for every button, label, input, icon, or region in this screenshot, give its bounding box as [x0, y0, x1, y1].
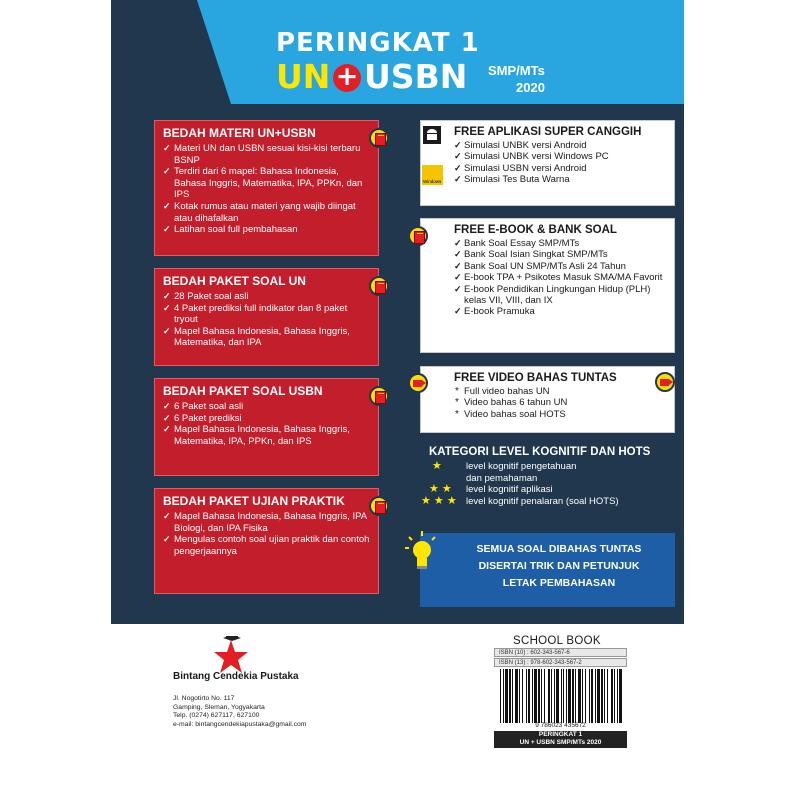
bonus-title: FREE VIDEO BAHAS TUNTAS: [454, 372, 617, 384]
feature-title: BEDAH MATERI UN+USBN: [163, 126, 316, 140]
bonus-item: ✓ Bank Soal Isian Singkat SMP/MTs: [454, 249, 666, 260]
kategori-row: [429, 484, 679, 496]
bonus-item: ✓ E-book Pendidikan Lingkungan Hidup (PLH) kelas VII, VIII, dan IX: [454, 284, 666, 307]
barcode: [494, 669, 627, 723]
feature-item: ✓ Mapel Bahasa Indonesia, Bahasa Inggris, IPA Biologi, dan IPA Fisika: [163, 511, 370, 534]
isbn-13: ISBN (13) : 978-602-343-567-2: [494, 658, 627, 667]
feature-title: BEDAH PAKET SOAL USBN: [163, 384, 323, 398]
book-back-cover: [111, 0, 684, 789]
lightbulb-icon: [405, 531, 439, 573]
promo-line: SEMUA SOAL DIBAHAS TUNTAS: [476, 543, 642, 555]
feature-item: ✓ Mapel Bahasa Indonesia, Bahasa Inggris, Matematika, dan IPA: [163, 326, 370, 349]
title-year: 2020: [516, 80, 545, 95]
kategori-text: dan pemahaman: [466, 472, 538, 484]
promo-box: [420, 533, 675, 607]
feature-item: ✓ Mapel Bahasa Indonesia, Bahasa Inggris, Matematika, IPA, PPKn, dan IPS: [163, 424, 370, 447]
bonus-item: ✓ Bank Soal UN SMP/MTs Asli 24 Tahun: [454, 261, 666, 272]
isbn-10: ISBN (10) : 602-343-567-6: [494, 648, 627, 657]
publisher-logo-icon: [211, 636, 253, 676]
feature-item: ✓ Kotak rumus atau materi yang wajib diingat atau dihafalkan: [163, 201, 370, 224]
bonus-item: ✓ Bank Soal Essay SMP/MTs: [454, 238, 666, 249]
kategori-text: level kognitif aplikasi: [466, 484, 553, 495]
title-line1: PERINGKAT 1: [276, 28, 480, 58]
bonus-item: ✓ Simulasi UNBK versi Windows PC: [454, 151, 666, 162]
feature-item: ✓ 6 Paket soal asli: [163, 401, 370, 413]
kategori-title: KATEGORI LEVEL KOGNITIF DAN HOTS: [429, 446, 651, 458]
feature-box-praktik: [154, 488, 379, 594]
bonus-item: * Video bahas 6 tahun UN: [454, 397, 666, 408]
video-icon: [408, 373, 428, 393]
bonus-item: ✓ E-book TPA + Psikotes Masuk SMA/MA Favorit: [454, 272, 666, 283]
kategori-row: [421, 494, 679, 508]
feature-box-paket-un: [154, 268, 379, 366]
feature-item: ✓ Materi UN dan USBN sesuai kisi-kisi terbaru BSNP: [163, 143, 370, 166]
star-icon: ★ ★: [429, 483, 452, 495]
book-icon: [369, 128, 389, 148]
title-label-line: UN + USBN SMP/MTs 2020: [519, 739, 602, 746]
promo-text: [450, 541, 668, 592]
bonus-item: ✓ Simulasi USBN versi Android: [454, 163, 666, 174]
address-line: Jl. Nogotirto No. 117: [173, 695, 235, 702]
kategori-text: level kognitif pengetahuan: [466, 461, 577, 472]
bonus-item: * Full video bahas UN: [454, 386, 666, 397]
book-icon: [408, 226, 428, 246]
video-icon: [655, 372, 675, 392]
book-icon: [369, 276, 389, 296]
android-icon: [423, 126, 441, 144]
feature-item: ✓ Mengulas contoh soal ujian praktik dan contoh pengerjaannya: [163, 534, 370, 557]
address-line: Gamping, Sleman, Yogyakarta: [173, 703, 265, 711]
title-level: SMP/MTs: [488, 63, 545, 78]
star-icon: ★ ★ ★: [421, 494, 457, 507]
publisher-name: Bintang Cendekia Pustaka: [173, 671, 299, 682]
feature-title: BEDAH PAKET SOAL UN: [163, 274, 306, 288]
feature-item: ✓ 4 Paket prediksi full indikator dan 8 paket tryout: [163, 303, 370, 326]
feature-box-materi: [154, 120, 379, 256]
title-un: UN: [276, 57, 331, 96]
bonus-item: * Video bahas soal HOTS: [454, 409, 666, 420]
feature-item: ✓ Terdiri dari 6 mapel: Bahasa Indonesia, Bahasa Inggris, Matematika, IPA, PPKn, dan IPS: [163, 166, 370, 201]
kategori-row: [429, 473, 679, 485]
bonus-item: ✓ E-book Pramuka: [454, 306, 666, 317]
promo-line: LETAK PEMBAHASAN: [502, 577, 616, 589]
book-icon: [369, 386, 389, 406]
school-book-label: SCHOOL BOOK: [513, 635, 601, 647]
feature-title: BEDAH PAKET UJIAN PRAKTIK: [163, 494, 345, 508]
book-icon: [369, 496, 389, 516]
title-usbn: USBN: [364, 57, 468, 96]
kategori-section: [421, 446, 679, 507]
windows-icon: [422, 165, 443, 185]
bonus-box-ebook: [420, 218, 675, 353]
plus-badge: +: [333, 64, 361, 92]
bonus-title: FREE APLIKASI SUPER CANGGIH: [454, 126, 642, 138]
bonus-box-video: [420, 366, 675, 433]
address-line: Telp. (0274) 627117, 627100: [173, 712, 260, 720]
star-icon: ★: [432, 460, 442, 472]
bonus-title: FREE E-BOOK & BANK SOAL: [454, 224, 617, 236]
promo-line: DISERTAI TRIK DAN PETUNJUK: [478, 560, 640, 572]
bonus-item: ✓ Simulasi UNBK versi Android: [454, 140, 666, 151]
bonus-item: ✓ Simulasi Tes Buta Warna: [454, 174, 666, 185]
kategori-text: level kognitif penalaran (soal HOTS): [466, 495, 619, 507]
title-label-box: [494, 731, 627, 748]
title-label-line: PERINGKAT 1: [538, 731, 583, 738]
feature-item: ✓ 28 Paket soal asli: [163, 291, 370, 303]
address-line: e-mail: bintangcendekiapustaka@gmail.com: [173, 720, 307, 728]
feature-item: ✓ Latihan soal full pembahasan: [163, 224, 370, 236]
barcode-number: 9 786023 435672: [535, 722, 586, 729]
feature-box-paket-usbn: [154, 378, 379, 476]
kategori-row: [429, 461, 679, 473]
bonus-box-aplikasi: [420, 120, 675, 206]
publisher-address: [173, 695, 306, 729]
feature-item: ✓ 6 Paket prediksi: [163, 413, 370, 425]
